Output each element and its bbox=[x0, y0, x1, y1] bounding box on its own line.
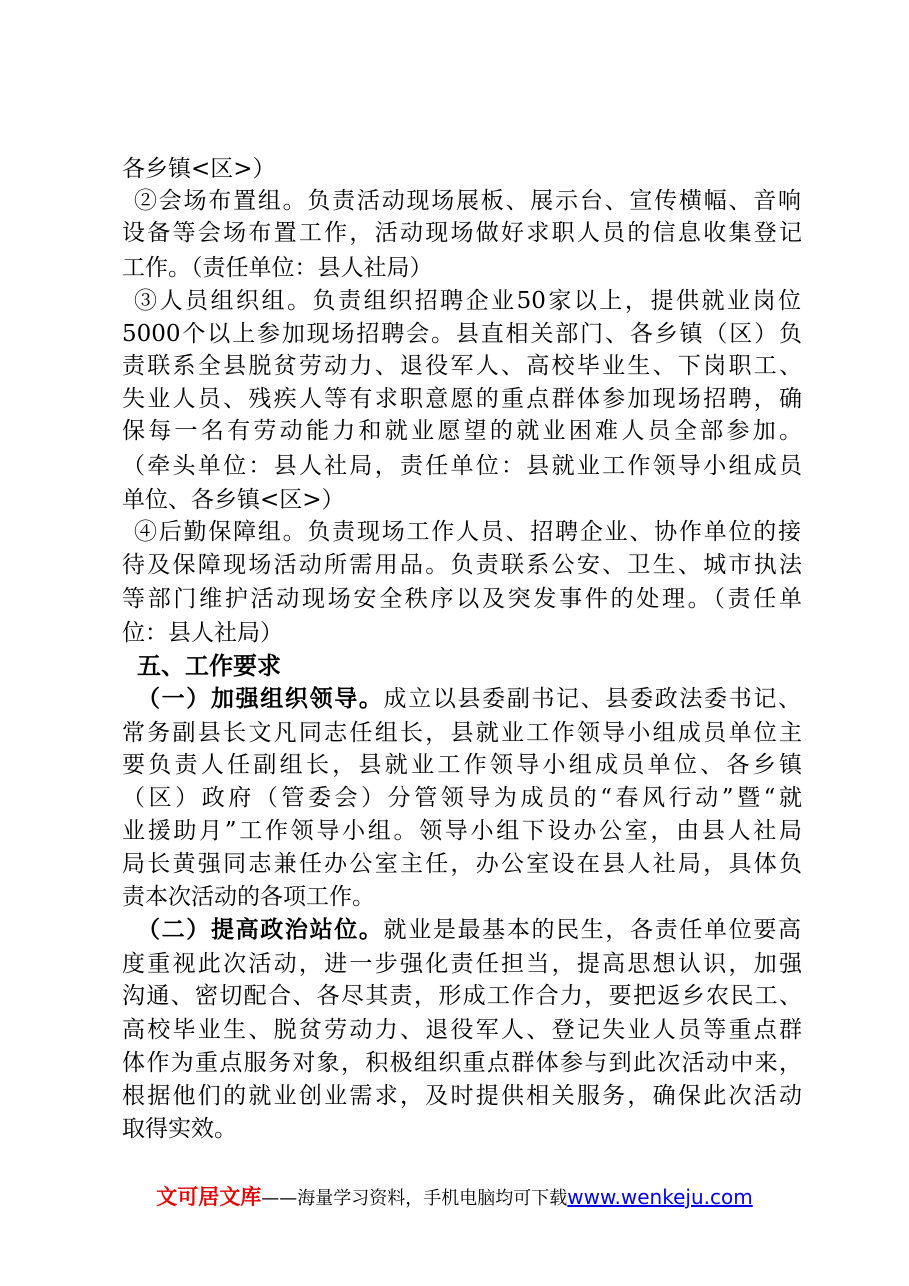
paragraph-text: 成立以县委副书记、县委政法委书记、 bbox=[383, 686, 802, 712]
text-line: （牵头单位：县人社局，责任单位：县就业工作领导小组成员 bbox=[122, 453, 802, 479]
text-line: 度重视此次活动，进一步强化责任担当，提高思想认识，加强 bbox=[122, 951, 802, 977]
text-line: 取得实效。 bbox=[122, 1116, 237, 1142]
footer-slogan: ——海量学习资料，手机电脑均可下载 bbox=[261, 1188, 568, 1209]
text-line: 局长黄强同志兼任办公室主任，办公室设在县人社局，具体负 bbox=[122, 851, 802, 877]
footer-banner bbox=[0, 1180, 909, 1214]
text-line: ③人员组织组。负责组织招聘企业50家以上，提供就业岗位 bbox=[134, 288, 801, 314]
text-line: 等部门维护活动现场安全秩序以及突发事件的处理。（责任单 bbox=[122, 586, 802, 612]
section-heading: 五、工作要求 bbox=[137, 652, 281, 680]
text-line: 工作。（责任单位：县人社局） bbox=[122, 255, 433, 281]
text-line: 单位、各乡镇<区>） bbox=[122, 487, 345, 513]
text-line: 常务副县长文凡同志任组长，县就业工作领导小组成员单位主 bbox=[122, 720, 802, 746]
footer-brand: 文可居文库 bbox=[156, 1185, 262, 1209]
text-line: 要负责人任副组长，县就业工作领导小组成员单位、各乡镇 bbox=[122, 752, 802, 778]
text-line: 责本次活动的各项工作。 bbox=[122, 884, 375, 910]
paragraph-first-line bbox=[137, 681, 801, 717]
text-line: 体作为重点服务对象，积极组织重点群体参与到此次活动中来， bbox=[122, 1050, 802, 1076]
text-line: 高校毕业生、脱贫劳动力、退役军人、登记失业人员等重点群 bbox=[122, 1017, 802, 1043]
text-line: 业援助月”工作领导小组。领导小组下设办公室，由县人社局 bbox=[122, 818, 802, 844]
text-line: 各乡镇<区>） bbox=[122, 156, 276, 182]
text-line: 根据他们的就业创业需求，及时提供相关服务，确保此次活动 bbox=[122, 1083, 802, 1109]
text-line: 设备等会场布置工作，活动现场做好求职人员的信息收集登记 bbox=[122, 220, 802, 246]
text-line: 沟通、密切配合、各尽其责，形成工作合力，要把返乡农民工、 bbox=[122, 983, 802, 1009]
text-line: ④后勤保障组。负责现场工作人员、招聘企业、协作单位的接 bbox=[134, 519, 801, 545]
text-line: 待及保障现场活动所需用品。负责联系公安、卫生、城市执法 bbox=[122, 552, 802, 578]
footer-link[interactable]: www.wenkeju.com bbox=[567, 1185, 753, 1209]
text-line: 失业人员、残疾人等有求职意愿的重点群体参加现场招聘，确 bbox=[122, 386, 802, 412]
paragraph-text: 就业是最基本的民生，各责任单位要高 bbox=[383, 917, 802, 943]
text-line: （区）政府（管委会）分管领导为成员的“春风行动”暨“就 bbox=[122, 785, 802, 811]
paragraph-first-line bbox=[137, 912, 801, 948]
text-line: 保每一名有劳动能力和就业愿望的就业困难人员全部参加。 bbox=[122, 418, 802, 444]
text-line: 5000个以上参加现场招聘会。县直相关部门、各乡镇（区）负 bbox=[122, 321, 802, 347]
text-line: 责联系全县脱贫劳动力、退役军人、高校毕业生、下岗职工、 bbox=[122, 353, 802, 379]
text-line: 位：县人社局） bbox=[122, 620, 283, 646]
paragraph-title: （二）提高政治站位。 bbox=[137, 916, 384, 943]
text-line: ②会场布置组。负责活动现场展板、展示台、宣传横幅、音响 bbox=[134, 188, 801, 214]
paragraph-title: （一）加强组织领导。 bbox=[137, 685, 384, 712]
